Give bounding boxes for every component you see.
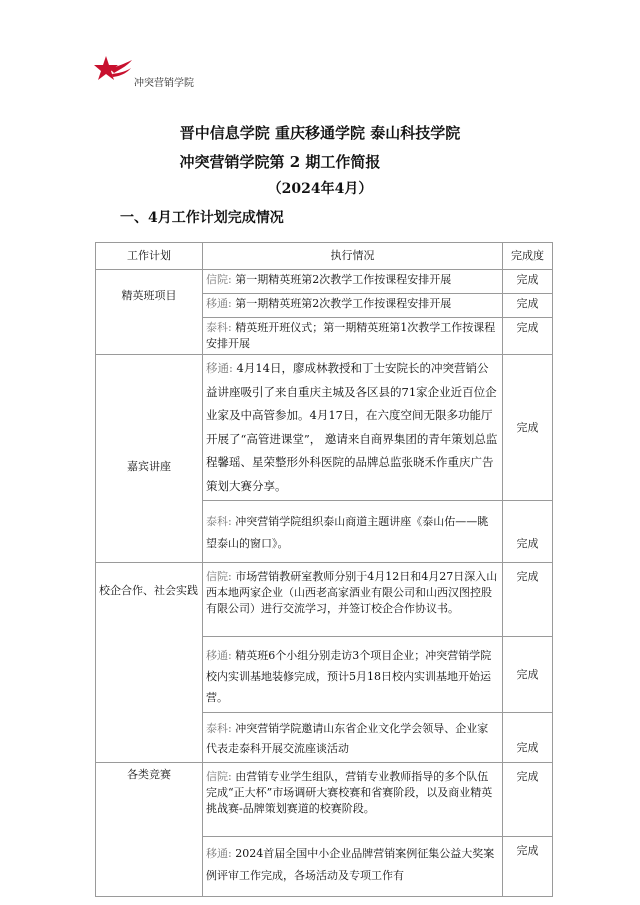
- category-cell: 嘉宾讲座: [96, 355, 203, 563]
- row-label: 信院:: [206, 770, 232, 783]
- star-logo-icon: [94, 54, 134, 88]
- category-cell: 精英班项目: [96, 270, 203, 355]
- exec-cell: [203, 563, 503, 637]
- status-cell: 完成: [503, 318, 553, 355]
- status-cell: 完成: [503, 563, 553, 637]
- status-cell: 完成: [503, 637, 553, 713]
- row-label: 泰科:: [206, 515, 232, 528]
- row-text: 精英班开班仪式；第一期精英班第1次教学工作按课程安排开展: [206, 321, 496, 350]
- row-label: 泰科:: [206, 722, 232, 735]
- exec-cell: [203, 501, 503, 563]
- section-heading: 一、4月工作计划完成情况: [120, 210, 284, 226]
- row-label: 信院:: [206, 273, 232, 286]
- table-row: [96, 563, 553, 637]
- title-schools: 晋中信息学院 重庆移通学院 泰山科技学院: [179, 124, 461, 142]
- status-cell: 完成: [503, 294, 553, 318]
- row-text: 精英班6个小组分别走访3个项目企业；冲突营销学院校内实训基地装修完成，预计5月18日校内实训基地开始运营。: [206, 649, 492, 704]
- exec-cell: [203, 763, 503, 837]
- table-row: [96, 270, 553, 294]
- header-exec: 执行情况: [203, 243, 503, 270]
- row-text: 冲突营销学院邀请山东省企业文化学会领导、企业家代表走泰科开展交流座谈活动: [206, 722, 489, 755]
- row-label: 移通:: [206, 649, 232, 662]
- title-date: （2024年4月）: [267, 181, 373, 197]
- table-header-row: [96, 243, 553, 270]
- exec-cell: [203, 355, 503, 501]
- table-row: [96, 355, 553, 501]
- status-cell: 完成: [503, 270, 553, 294]
- header-done: 完成度: [503, 243, 553, 270]
- status-cell: 完成: [503, 837, 553, 897]
- header-plan: 工作计划: [96, 243, 203, 270]
- status-cell: 完成: [503, 501, 553, 563]
- exec-cell: [203, 270, 503, 294]
- status-cell: 完成: [503, 355, 553, 501]
- status-cell: 完成: [503, 713, 553, 763]
- row-text: 第一期精英班第2次教学工作按课程安排开展: [231, 297, 452, 310]
- table-row: [96, 763, 553, 837]
- row-text: 2024首届全国中小企业品牌营销案例征集公益大奖案例评审工作完成，各场活动及专项工作有: [206, 847, 495, 882]
- exec-cell: [203, 837, 503, 897]
- title-bulletin: 冲突营销学院第 2 期工作简报: [179, 153, 381, 171]
- status-cell: 完成: [503, 763, 553, 837]
- row-text: 冲突营销学院组织泰山商道主题讲座《泰山佑——眺望泰山的窗口》。: [206, 515, 489, 550]
- row-label: 信院:: [206, 570, 232, 583]
- row-text: 市场营销教研室教师分别于4月12日和4月27日深入山西本地两家企业（山西老高家酒业有限公司和山西汉图控股有限公司）进行交流学习，并签订校企合作协议书。: [206, 570, 498, 615]
- exec-cell: [203, 713, 503, 763]
- category-cell: 各类竞赛: [96, 763, 203, 897]
- row-label: 移通:: [206, 361, 233, 375]
- exec-cell: [203, 637, 503, 713]
- exec-cell: [203, 318, 503, 355]
- row-label: 泰科:: [206, 321, 232, 334]
- row-text: 第一期精英班第2次教学工作按课程安排开展: [231, 273, 452, 286]
- exec-cell: [203, 294, 503, 318]
- logo-text: 冲突营销学院: [134, 78, 194, 89]
- category-cell: 校企合作、社会实践: [96, 563, 203, 763]
- row-label: 移通:: [206, 297, 232, 310]
- work-plan-table: [95, 242, 553, 897]
- row-text: 由营销专业学生组队，营销专业教师指导的多个队伍完成“正大杯”市场调研大赛校赛和省赛阶段，以及商业精英挑战赛-品牌策划赛道的校赛阶段。: [206, 770, 493, 815]
- row-label: 移通:: [206, 847, 232, 860]
- row-text: 4月14日，廖成林教授和丁士安院长的冲突营销公益讲座吸引了来自重庆主城及各区县的71家企业近百位企业家及中高管参加。4月17日，在六度空间无限多功能厅开展了“高管进课堂”， 邀请来自商界集团的青年策划总监程馨瑶、星荣整形外科医院的品牌总监张晓禾作重庆广告策划大赛分享。: [206, 361, 498, 493]
